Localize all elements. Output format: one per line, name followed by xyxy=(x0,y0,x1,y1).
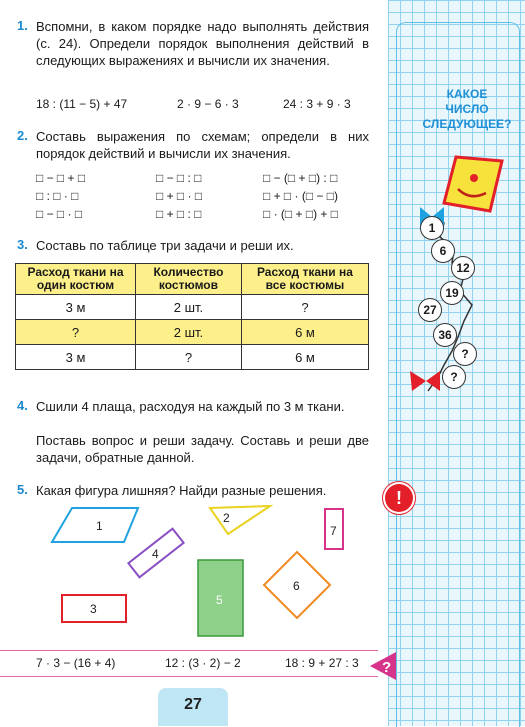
table-header: Расход ткани на все костюмы xyxy=(241,264,368,295)
table-cell: 6 м xyxy=(241,345,368,370)
table-cell: ? xyxy=(16,320,136,345)
sequence-item: 27 xyxy=(418,298,442,322)
figure-1-label: 1 xyxy=(96,519,103,533)
scheme-3-1: □ − □ · □ xyxy=(36,207,83,221)
scheme-3-3: □ · (□ + □) + □ xyxy=(263,207,338,221)
figure-4-label: 4 xyxy=(152,547,159,561)
scheme-1-2: □ − □ : □ xyxy=(156,171,202,185)
kite-nose xyxy=(470,174,478,182)
table-row xyxy=(16,345,369,370)
scheme-3-2: □ + □ : □ xyxy=(156,207,202,221)
sequence-item: ? xyxy=(453,342,477,366)
task2-number: 2. xyxy=(17,128,28,143)
grid-title-line-2: ЧИСЛО xyxy=(445,102,489,116)
table-cell: ? xyxy=(241,295,368,320)
scheme-2-3: □ + □ · (□ − □) xyxy=(263,189,338,203)
figure-2-label: 2 xyxy=(223,511,230,525)
bottom-divider-2 xyxy=(0,676,378,677)
scheme-1-1: □ − □ + □ xyxy=(36,171,86,185)
sequence-item: ? xyxy=(442,365,466,389)
table-row xyxy=(16,320,369,345)
table-header-row xyxy=(16,264,369,295)
table-cell: 2 шт. xyxy=(136,320,242,345)
task4-text-2: Поставь вопрос и реши задачу. Составь и реши две задачи, обратные данной. xyxy=(36,433,369,465)
task3-table xyxy=(15,263,369,370)
sequence-item: 36 xyxy=(433,323,457,347)
task5-figures xyxy=(0,500,388,648)
scheme-2-2: □ + □ · □ xyxy=(156,189,203,203)
task1-expr-3: 24 : 3 + 9 · 3 xyxy=(283,97,351,111)
sequence-item: 12 xyxy=(451,256,475,280)
kite-body xyxy=(444,157,502,211)
grid-title-line-3: СЛЕДУЮЩЕЕ? xyxy=(422,117,512,131)
grid-title-line-1: КАКОЕ xyxy=(446,87,488,101)
figure-1-parallelogram xyxy=(52,508,138,542)
page-number: 27 xyxy=(158,688,228,726)
table-cell: 2 шт. xyxy=(136,295,242,320)
figure-2-triangle xyxy=(210,506,270,534)
scheme-2-1: □ : □ · □ xyxy=(36,189,79,203)
sequence-item: 19 xyxy=(440,281,464,305)
bottom-expr-2: 12 : (3 · 2) − 2 xyxy=(165,656,241,670)
sequence-item: 6 xyxy=(431,239,455,263)
bottom-expr-3: 18 : 9 + 27 : 3 xyxy=(285,656,359,670)
sequence-item: 1 xyxy=(420,216,444,236)
exclamation-badge: ! xyxy=(385,484,413,512)
task2-text: Составь выражения по схемам; определи в них порядок действий и вычисли их значения. xyxy=(36,129,369,161)
task3-number: 3. xyxy=(17,237,28,252)
bow-red xyxy=(410,371,440,391)
task1-expr-2: 2 · 9 − 6 · 3 xyxy=(177,97,239,111)
task4-text-1: Сшили 4 плаща, расходуя на каждый по 3 м ткани. xyxy=(36,399,345,414)
grid-title xyxy=(412,87,522,132)
table-header: Количество костюмов xyxy=(136,264,242,295)
table-header: Расход ткани на один костюм xyxy=(16,264,136,295)
figure-3-label: 3 xyxy=(90,602,97,616)
scheme-1-3: □ − (□ + □) : □ xyxy=(263,171,338,185)
table-cell: 3 м xyxy=(16,345,136,370)
task1-text: Вспомни, в каком порядке надо выполнять действия (с. 24). Определи порядок выполнения действий в следующих выражениях и вычисли их значения. xyxy=(36,19,369,68)
table-cell: 6 м xyxy=(241,320,368,345)
task1-number: 1. xyxy=(17,18,28,33)
task5-text: Какая фигура лишняя? Найди разные решения. xyxy=(36,483,327,498)
table-cell: 3 м xyxy=(16,295,136,320)
bottom-divider xyxy=(0,650,378,651)
figure-6-label: 6 xyxy=(293,579,300,593)
task4-number: 4. xyxy=(17,398,28,413)
table-cell: ? xyxy=(136,345,242,370)
task3-text: Составь по таблице три задачи и реши их. xyxy=(36,238,294,253)
task5-number: 5. xyxy=(17,482,28,497)
bottom-expr-1: 7 · 3 − (16 + 4) xyxy=(36,656,116,670)
question-badge-label: ? xyxy=(382,659,392,676)
question-badge xyxy=(368,650,398,682)
figure-5-label: 5 xyxy=(216,593,223,607)
table-row xyxy=(16,295,369,320)
figure-7-label: 7 xyxy=(330,524,337,538)
task1-expr-1: 18 : (11 − 5) + 47 xyxy=(36,97,128,111)
